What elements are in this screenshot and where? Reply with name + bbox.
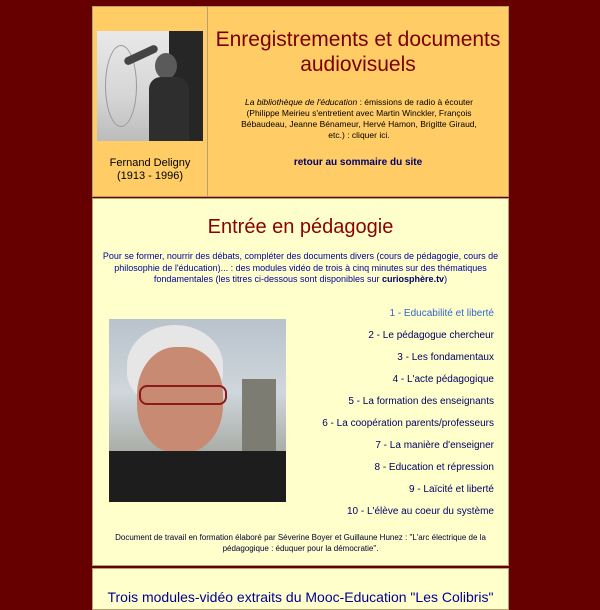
deligny-panel [92,6,208,197]
header-panel [207,6,509,197]
page-title [208,27,508,77]
library-description[interactable] [234,97,484,141]
mooc-panel [92,568,509,610]
module-link-6[interactable]: 6 - La coopération parents/professeurs [322,418,494,429]
module-link-8[interactable]: 8 - Education et répression [374,462,494,473]
page-title-line2: audiovisuels [300,53,416,76]
library-title[interactable]: La bibliothèque de l'éducation [245,97,358,107]
module-link-9[interactable]: 9 - Laïcité et liberté [408,484,494,495]
mooc-title: Trois modules-vidéo extraits du Mooc-Education "Les Colibris" [107,589,494,605]
section-title: Entrée en pédagogie [207,216,394,238]
main-panel [92,198,509,566]
module-link-1[interactable]: 1 - Educabilité et liberté [389,308,494,319]
module-link-10[interactable]: 10 - L'élève au coeur du système [347,506,494,517]
deligny-caption [93,157,207,183]
deligny-dates: (1913 - 1996) [116,170,184,182]
module-link-3[interactable]: 3 - Les fondamentaux [397,352,494,363]
meirieu-photo [109,319,286,502]
page-title-line1: Enregistrements et documents [215,28,501,51]
library-desc-text: : émissions de radio à écouter (Philippe Meirieu s'entretient avec Martin Winckler, François Bébaudeau, Jeanne Bénameur, Hervé Hamon, Brigitte Giraud, etc.) : cliquer ici. [241,97,477,140]
document-note[interactable]: Document de travail en formation élaboré par Séverine Boyer et Guillaune Hunez : "L'arc électrique de la pédagogique : éduquer pour la démocratie". [115,533,486,553]
intro-body: Pour se former, nourrir des débats, compléter des documents divers (cours de pédagogie, cours de philosophie de l'éducation)... : des modules vidéo de trois à cinq minutes sur des thématiques fondamentales (les titres ci-dessous sont disponibles sur [102,251,499,284]
module-link-5[interactable]: 5 - La formation des enseignants [348,396,494,407]
curiosphere-link[interactable]: curiosphère.tv [382,274,445,284]
module-link-4[interactable]: 4 - L'acte pédagogique [392,374,494,385]
module-link-2[interactable]: 2 - Le pédagogue chercheur [368,330,494,341]
intro-end: ) [444,274,448,284]
return-link[interactable]: retour au sommaire du site [293,157,423,168]
intro-text [99,251,502,286]
module-link-7[interactable]: 7 - La manière d'enseigner [375,440,494,451]
module-list [284,303,494,523]
deligny-photo [97,31,203,141]
deligny-name: Fernand Deligny [109,157,191,169]
